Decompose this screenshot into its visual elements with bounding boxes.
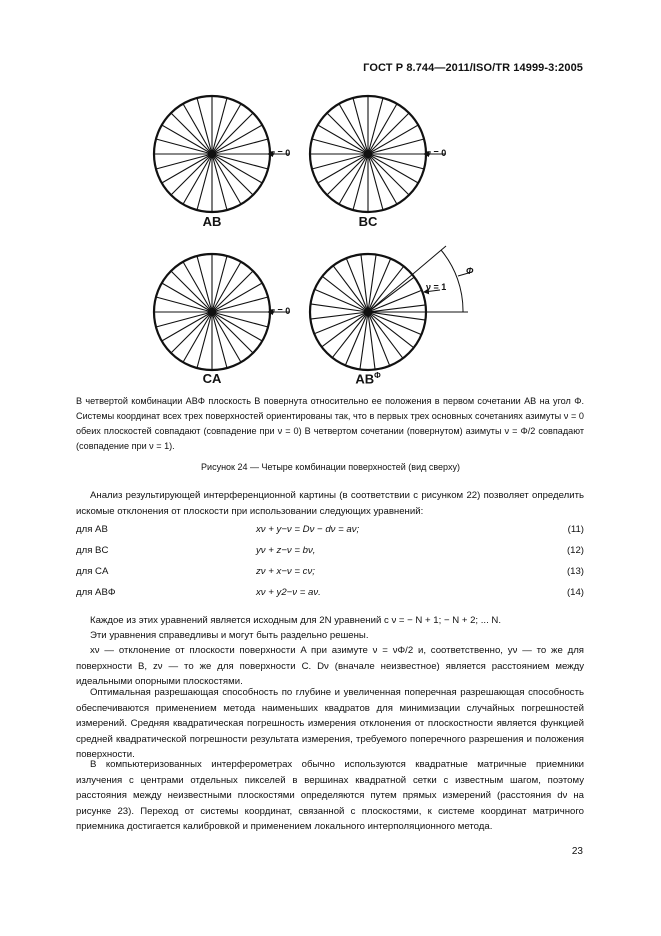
wheel-spoke (197, 256, 212, 312)
paragraph-5: В компьютеризованных интерферометрах обычно используются квадратные матричные приемники излучения с центрами отдельных пикселей в вершинах квадратной сетки с известным шагом, поэтому расстояния между неизвестными плоскостями определяются путем прямых измерений (расстояния dν на рисунке 23). Переход от системы координат, связанной с плоскостями, к системе координат матричного приемника достигается калибровкой и применением локального интерполяционного метода. (76, 759, 584, 832)
nu-label-bc: ν = 0 (426, 148, 447, 158)
wheel-hub (208, 150, 216, 158)
equation-14: для ABΦ xν + y2−ν = aν. (14) (76, 587, 584, 598)
equation-12: для BC yν + z−ν = bν, (12) (76, 545, 584, 556)
wheel-spoke (212, 312, 268, 327)
intro-paragraph: Анализ результирующей интерференционной картины (в соответствии с рисунком 22) позволяет определить искомые отклонения от плоскости при использовании следующих уравнений: (76, 490, 584, 517)
wheel-ca (154, 254, 270, 370)
wheel-spoke (212, 297, 268, 312)
wheel-hub (208, 308, 216, 316)
wheel-bc (310, 96, 426, 212)
figure-title: Рисунок 24 — Четыре комбинации поверхностей (вид сверху) (201, 462, 460, 472)
equation-11: для AB xν + y−ν = Dν − dν = aν; (11) (76, 524, 584, 535)
wheel-spoke (212, 98, 227, 154)
paragraph-1: Каждое из этих уравнений является исходным для 2N уравнений с ν = − N + 1; − N + 2; ... N. (90, 615, 502, 626)
wheel-spoke (156, 297, 212, 312)
paragraph-3: xν — отклонение от плоскости поверхности A при азимуте ν = νΦ/2 и, соответственно, yν — то же для поверхности B, zν — то же для поверхности C. Dν (вначале неизвестное) является расстоянием между идеальными опорными плоскостями. (76, 645, 584, 687)
nu-label-ab-phi: ν = 1 (426, 282, 447, 292)
document-header: ГОСТ Р 8.744—2011/ISO/TR 14999-3:2005 (363, 62, 583, 74)
wheel-label-ab: AB (202, 214, 222, 229)
nu-label-ab: ν = 0 (270, 148, 291, 158)
wheel-spoke (312, 139, 368, 154)
wheel-spoke (212, 312, 227, 368)
equation-13: для CA zν + x−ν = cν; (13) (76, 566, 584, 577)
wheel-spoke (368, 98, 383, 154)
wheel-spoke (197, 312, 212, 368)
wheel-label-ca: CA (202, 371, 222, 386)
phi-arc (441, 250, 463, 312)
wheels-diagram (0, 0, 661, 400)
wheel-spoke (197, 154, 212, 210)
wheel-spoke (353, 98, 368, 154)
wheel-ab (154, 96, 270, 212)
wheel-spoke (212, 154, 227, 210)
figure-24 (0, 0, 661, 400)
wheel-spoke (368, 154, 383, 210)
paragraph-4: Оптимальная разрешающая способность по глубине и увеличенная поперечная разрешающая способность обеспечиваются применением метода наименьших квадратов для минимизации случайных погрешностей измерений. Средняя квадратическая погрешность измерения отклонения от плоскостности является функцией средней квадратической погрешности результата измерения, требуемого поперечного разрешения и положения поверхности. (76, 687, 584, 760)
wheel-label-ab-phi: $AB^\Phi$ (355, 371, 381, 387)
page-number: 23 (571, 846, 583, 857)
wheel-label-bc: BC (358, 214, 378, 229)
wheel-spoke (368, 154, 424, 169)
wheel-spoke (212, 139, 268, 154)
wheel-spoke (212, 154, 268, 169)
wheel-hub (364, 150, 372, 158)
nu-label-ca: ν = 0 (270, 306, 291, 316)
figure-note: В четвертой комбинации ABΦ плоскость B повернута относительно ее положения в первом сочетании AB на угол Φ. Системы координат всех трех поверхностей ориентированы так, что в первых трех основных сочетаниях азимуты ν = 0 обеих плоскостей совпадают (совпадение при ν = 0) В четвертом сочетании (повернутом) азимуты ν = Φ/2 совпадают (совпадение при ν = 1). (76, 396, 584, 451)
wheel-spoke (368, 139, 424, 154)
wheel-spoke (156, 154, 212, 169)
phi-label: Φ (466, 266, 474, 276)
wheel-spoke (212, 256, 227, 312)
paragraph-2: Эти уравнения справедливы и могут быть раздельно решены. (90, 630, 369, 641)
wheel-spoke (156, 312, 212, 327)
wheel-spoke (156, 139, 212, 154)
wheel-spoke (353, 154, 368, 210)
wheel-spoke (197, 98, 212, 154)
wheel-spoke (312, 154, 368, 169)
